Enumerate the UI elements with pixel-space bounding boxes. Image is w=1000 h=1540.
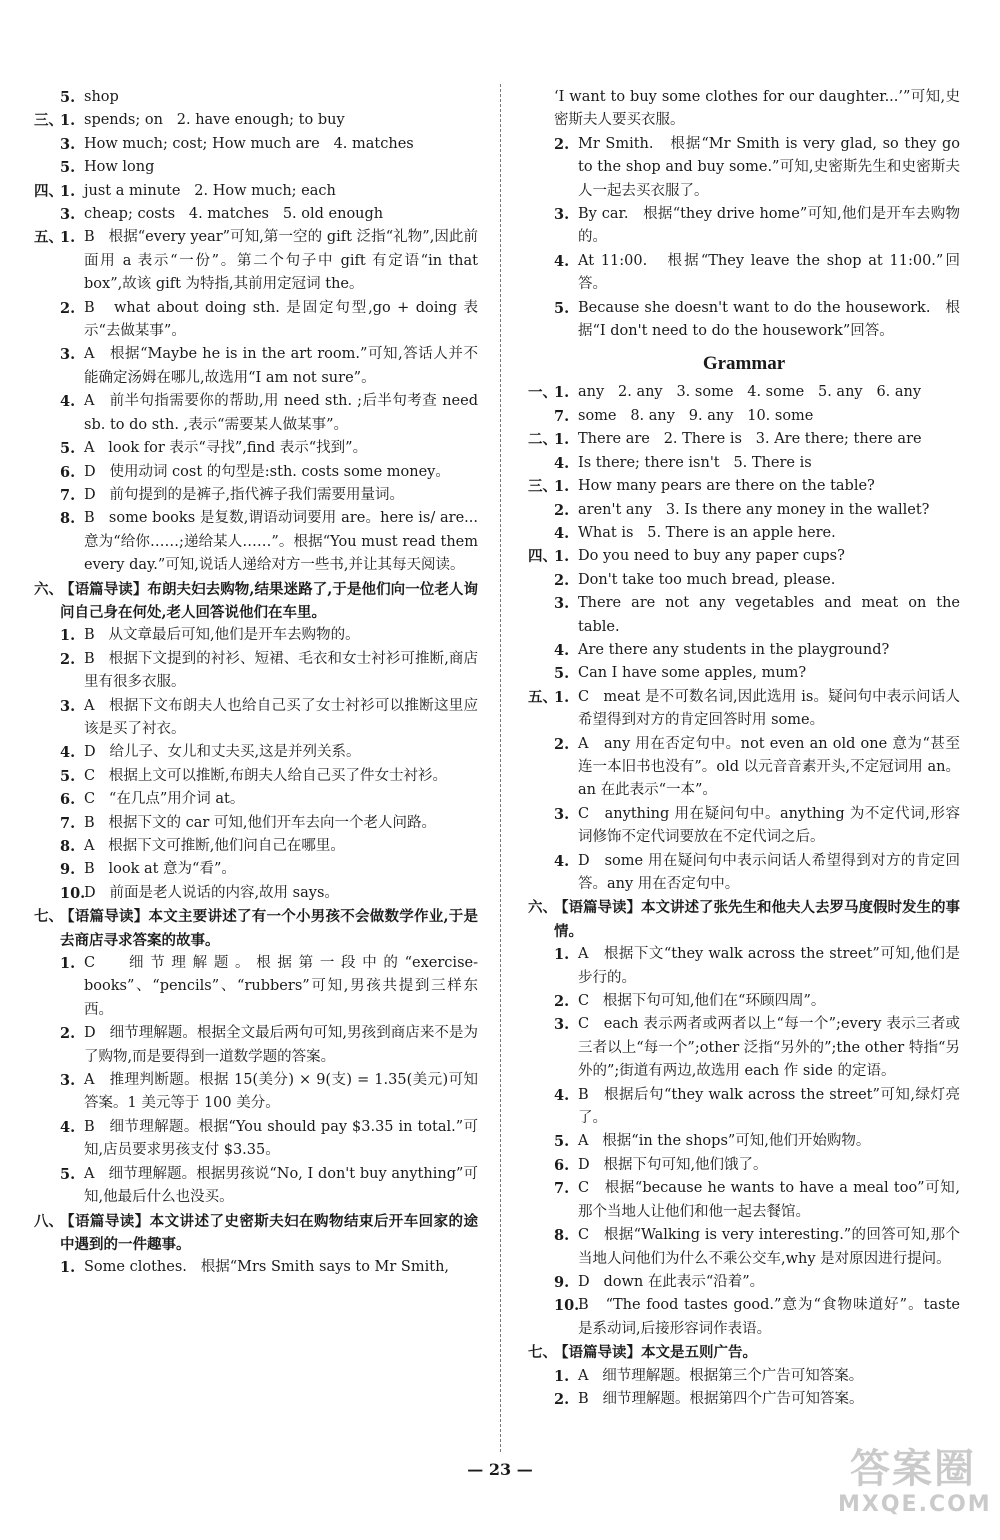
question-number: 1.	[60, 955, 76, 973]
question-number: 3.	[60, 697, 76, 715]
question-number: 3.	[554, 595, 570, 613]
answer-text: By car. 根据“they drive home”可知,他们是开车去购物的。	[578, 206, 960, 246]
answer-line	[528, 1388, 960, 1411]
question-number: 3.	[554, 1016, 570, 1034]
question-number: 4.	[60, 744, 76, 762]
section-number: 五、	[34, 229, 63, 247]
answer-text: What is 5. There is an apple here.	[578, 524, 836, 541]
page-number: — 23 —	[467, 1460, 533, 1479]
answer-line	[528, 250, 960, 297]
answer-text: D 前句提到的是裤子,指代裤子我们需要用量词。	[84, 486, 405, 503]
answer-text: D 使用动词 cost 的句型是:sth. costs some money。	[84, 463, 450, 480]
answer-line	[528, 297, 960, 344]
answer-text: C meat 是不可数名词,因此选用 is。疑问句中表示问话人希望得到对方的肯定回答时用 some。	[578, 688, 960, 729]
question-number: 9.	[60, 861, 76, 879]
section-number: 八、	[34, 1212, 63, 1230]
answer-text: A 根据“in the shops”可知,他们开始购物。	[578, 1133, 871, 1150]
question-number: 7.	[554, 1180, 570, 1198]
question-number: 1.	[554, 384, 570, 402]
answer-line	[34, 1163, 478, 1210]
answer-line	[34, 835, 478, 858]
answer-line	[34, 133, 478, 156]
answer-line	[528, 1341, 960, 1364]
answer-text: C 根据“because he wants to have a meal too”可知,那个当地人让他们和他一起去餐馆。	[578, 1180, 960, 1220]
section-number: 六、	[528, 899, 557, 917]
section-number: 五、	[528, 688, 557, 706]
answer-line	[528, 1130, 960, 1153]
answer-text: B 从文章最后可知,他们是开车去购物的。	[84, 627, 360, 644]
question-number: 5.	[554, 665, 570, 683]
question-number: 3.	[554, 805, 570, 823]
answer-line	[528, 850, 960, 897]
question-number: 1.	[554, 1367, 570, 1385]
question-number: 4.	[60, 393, 76, 411]
answer-text: D 给儿子、女儿和丈夫买,这是并列关系。	[84, 744, 361, 761]
answer-text: Don't take too much bread, please.	[578, 571, 836, 588]
answer-line	[528, 1271, 960, 1294]
question-number: 6.	[60, 791, 76, 809]
answer-line	[528, 1154, 960, 1177]
answer-text: There are not any vegetables and meat on the table.	[578, 595, 965, 635]
section-number: 三、	[528, 478, 557, 496]
answer-line	[34, 1116, 478, 1163]
section-number: 六、	[34, 580, 63, 598]
question-number: 3.	[60, 1072, 76, 1090]
question-number: 10.	[554, 1297, 580, 1315]
question-number: 5.	[60, 159, 76, 177]
question-number: 1.	[554, 431, 570, 449]
question-number: 1.	[554, 946, 570, 964]
answer-text: Do you need to buy any paper cups?	[578, 548, 845, 565]
answer-text: D some 用在疑问句中表示问话人希望得到对方的肯定回答。any 用在否定句中。	[578, 852, 960, 892]
answer-text: B 细节理解题。根据第四个广告可知答案。	[578, 1390, 864, 1407]
answer-line	[34, 1210, 478, 1257]
question-number: 2.	[60, 1025, 76, 1043]
answer-text: Because she doesn't want to do the housework. 根据“I don't need to do the housework”回答。	[578, 299, 960, 340]
answer-line	[34, 624, 478, 647]
answer-line	[34, 507, 483, 577]
passage-guide: 【语篇导读】本文主要讲述了有一个小男孩不会做数学作业,于是去商店寻求答案的故事。	[60, 908, 478, 949]
question-number: 2.	[554, 501, 570, 519]
answer-text: some 8. any 9. any 10. some	[578, 407, 814, 424]
answer-line	[34, 390, 483, 437]
answer-line	[34, 226, 483, 296]
question-number: 5.	[60, 440, 76, 458]
right-top-answers	[528, 86, 965, 343]
question-number: 2.	[554, 735, 570, 753]
answer-line	[528, 733, 960, 803]
answer-text: B 根据下文的 car 可知,他们开车去向一个老人问路。	[84, 814, 437, 831]
answer-line	[528, 803, 960, 850]
section-number: 四、	[528, 548, 557, 566]
answer-line	[34, 86, 478, 109]
answer-text: How long	[84, 159, 155, 176]
section-number: 一、	[528, 384, 557, 402]
answer-line	[34, 1022, 478, 1069]
question-number: 3.	[60, 206, 76, 224]
answer-text: There are 2. There is 3. Are there; there are	[578, 431, 922, 448]
answer-line	[34, 156, 478, 179]
section-number: 七、	[34, 908, 63, 926]
answer-text: B what about doing sth. 是固定句型,go + doing 表示“去做某事”。	[84, 299, 478, 340]
answer-line	[34, 788, 478, 811]
answer-text: C “在几点”用介词 at。	[84, 791, 245, 808]
answer-line	[34, 741, 478, 764]
answer-text: How many pears are there on the table?	[578, 478, 875, 495]
answer-line	[528, 1365, 960, 1388]
answer-text: B 根据“every year”可知,第一空的 gift 泛指“礼物”,因此前面用 a 表示“一份”。第二个句子中 gift 有定语“in that box”,故该 gift 为特指,其前用定冠词 the。	[84, 229, 483, 293]
answer-line	[528, 86, 960, 133]
answer-line	[34, 484, 478, 507]
answer-text: At 11:00. 根据“They leave the shop at 11:00.”回答。	[578, 252, 960, 293]
question-number: 1.	[554, 688, 570, 706]
section-number: 二、	[528, 431, 557, 449]
answer-text: D down 在此表示“沿着”。	[578, 1273, 765, 1290]
answer-line	[528, 592, 965, 639]
question-number: 5.	[60, 1165, 76, 1183]
answer-text: C 根据下句可知,他们在“环顾四周”。	[578, 993, 826, 1010]
question-number: 1.	[60, 112, 76, 130]
answer-text: D 根据下句可知,他们饿了。	[578, 1156, 768, 1173]
answer-text: shop	[84, 89, 119, 105]
answer-text: D 前面是老人说话的内容,故用 says。	[84, 884, 339, 901]
answer-line	[528, 990, 960, 1013]
answer-line	[34, 437, 478, 460]
question-number: 2.	[554, 993, 570, 1011]
question-number: 2.	[554, 1390, 570, 1408]
answer-text: B 根据下文提到的衬衫、短裙、毛衣和女士衬衫可推断,商店里有很多衣服。	[84, 650, 478, 691]
answer-line	[528, 203, 960, 250]
column-divider	[500, 84, 501, 1452]
grammar-answers	[528, 381, 965, 1411]
answer-text: A 根据下文布朗夫人也给自己买了女士衬衫可以推断这里应该是买了衬衣。	[84, 697, 478, 737]
section-heading-grammar: Grammar	[702, 353, 786, 375]
question-number: 5.	[554, 299, 570, 317]
answer-line	[528, 686, 960, 733]
answer-line	[34, 765, 478, 788]
answer-text: B 细节理解题。根据“You should pay $3.35 in total.”可知,店员要求男孩支付 $3.35。	[84, 1118, 478, 1159]
answer-text: A look for 表示“寻找”,find 表示“找到”。	[84, 440, 368, 457]
left-column	[34, 86, 483, 1280]
question-number: 1.	[60, 627, 76, 645]
question-number: 4.	[554, 524, 570, 542]
answer-line	[528, 545, 960, 568]
answer-text: C 细节理解题。根据第一段中的“exercise-books”、“pencils”、“rubbers”可知,男孩共提到三样东西。	[84, 955, 478, 1018]
question-number: 3.	[60, 135, 76, 153]
answer-text: A 推理判断题。根据 15(美分) × 9(支) = 1.35(美元)可知答案。1 美元等于 100 美分。	[84, 1072, 478, 1112]
answer-line	[528, 1084, 960, 1131]
watermark-text: 答案圈	[850, 1446, 976, 1492]
answer-line	[34, 905, 478, 952]
answer-text: Are there any students in the playground?	[578, 641, 890, 658]
answer-line	[34, 695, 478, 742]
answer-text: A 前半句指需要你的帮助,用 need sth. ;后半句考查 need sb. to do sth. ,表示“需要某人做某事”。	[84, 393, 483, 433]
answer-text: D 细节理解题。根据全文最后两句可知,男孩到商店来不是为了购物,而是要得到一道数学题的答案。	[84, 1025, 478, 1065]
question-number: 8.	[60, 838, 76, 855]
question-number: 4.	[60, 1118, 76, 1136]
answer-text: Can I have some apples, mum?	[578, 665, 807, 682]
answer-line	[528, 522, 960, 545]
answer-text: Some clothes. 根据“Mrs Smith says to Mr Smith,	[84, 1259, 450, 1276]
section-number: 七、	[528, 1344, 557, 1362]
answer-line	[34, 812, 478, 835]
answer-text: A 细节理解题。根据男孩说“No, I don't buy anything”可知,他最后什么也没买。	[84, 1165, 478, 1206]
question-number: 8.	[60, 510, 76, 528]
question-number: 9.	[554, 1273, 570, 1291]
answer-text: A 根据下文“they walk across the street”可知,他们是步行的。	[578, 946, 960, 986]
answer-text: ‘I want to buy some clothes for our daughter...’”可知,史密斯夫人要买衣服。	[554, 89, 960, 129]
answer-text: spends; on 2. have enough; to buy	[84, 112, 345, 129]
answer-line	[528, 381, 960, 404]
answer-line	[528, 475, 960, 498]
section-number: 三、	[34, 112, 63, 130]
question-number: 6.	[554, 1156, 570, 1174]
answer-text: C anything 用在疑问句中。anything 为不定代词,形容词修饰不定代词要放在不定代词之后。	[578, 805, 960, 846]
answer-text: A 根据下文可推断,他们问自己在哪里。	[84, 838, 345, 854]
watermark-logo	[838, 1446, 992, 1526]
question-number: 5.	[554, 1133, 570, 1151]
answer-text: B some books 是复数,谓语动词要用 are。here is/ are... 意为“给你……;递给某人……”。根据“You must read them every day.”可知,说话人递给对方一些书,并让其每天阅读。	[84, 510, 483, 574]
answer-text: any 2. any 3. some 4. some 5. any 6. any	[578, 384, 922, 401]
answer-line	[528, 133, 965, 203]
question-number: 7.	[554, 407, 570, 425]
question-number: 3.	[554, 206, 570, 224]
question-number: 5.	[60, 89, 76, 106]
answer-line	[528, 1177, 960, 1224]
answer-line	[34, 648, 478, 695]
passage-guide: 【语篇导读】本文讲述了张先生和他夫人去罗马度假时发生的事情。	[554, 899, 960, 940]
question-number: 8.	[554, 1227, 570, 1245]
answer-text: A 细节理解题。根据第三个广告可知答案。	[578, 1367, 864, 1384]
answer-line	[34, 343, 478, 390]
answer-line	[528, 452, 960, 475]
answer-line	[34, 952, 478, 1022]
answer-text: Mr Smith. 根据“Mr Smith is very glad, so they go to the shop and buy some.”可知,史密斯先生和史密斯夫人一起去买衣服了。	[578, 135, 965, 199]
answer-line	[34, 858, 478, 881]
question-number: 5.	[60, 767, 76, 785]
answer-line	[34, 461, 478, 484]
question-number: 7.	[60, 814, 76, 832]
watermark-url: MXQE.COM	[838, 1492, 992, 1517]
answer-line	[528, 499, 960, 522]
question-number: 1.	[554, 548, 570, 566]
answer-text: just a minute 2. How much; each	[84, 182, 336, 199]
passage-guide: 【语篇导读】布朗夫妇去购物,结果迷路了,于是他们向一位老人询问自己身在何处,老人回答说他们在车里。	[60, 580, 478, 621]
question-number: 2.	[60, 650, 76, 668]
answer-line	[528, 1013, 960, 1083]
answer-text: B “The food tastes good.”意为“食物味道好”。taste 是系动词,后接形容词作表语。	[578, 1297, 965, 1337]
question-number: 2.	[60, 299, 76, 317]
question-number: 4.	[554, 252, 570, 270]
answer-line	[34, 180, 478, 203]
question-number: 7.	[60, 486, 76, 504]
answer-line	[528, 569, 960, 592]
answer-line	[528, 662, 960, 685]
question-number: 2.	[554, 571, 570, 589]
answer-text: C 根据上文可以推断,布朗夫人给自己买了件女士衬衫。	[84, 767, 448, 784]
answer-line	[34, 578, 478, 625]
question-number: 10.	[60, 884, 86, 902]
question-number: 4.	[554, 641, 570, 659]
answer-text: B look at 意为“看”。	[84, 861, 236, 878]
answer-line	[528, 943, 960, 990]
answer-line	[34, 1256, 478, 1279]
question-number: 1.	[60, 1259, 76, 1277]
question-number: 4.	[554, 1086, 570, 1104]
answer-line	[34, 882, 478, 905]
answer-line	[34, 203, 478, 226]
answer-line	[528, 428, 960, 451]
answer-line	[34, 109, 478, 132]
answer-text: How much; cost; How much are 4. matches	[84, 135, 414, 152]
answer-line	[528, 896, 960, 943]
answer-text: A any 用在否定句中。not even an old one 意为“甚至连一本旧书也没有”。old 以元音音素开头,不定冠词用 an。an 在此表示“一本”。	[578, 735, 960, 799]
question-number: 3.	[60, 346, 76, 364]
answer-line	[528, 405, 960, 428]
answer-text: A 根据“Maybe he is in the art room.”可知,答话人并不能确定汤姆在哪儿,故选用“I am not sure”。	[84, 346, 478, 386]
passage-guide: 【语篇导读】本文讲述了史密斯夫妇在购物结束后开车回家的途中遇到的一件趣事。	[60, 1212, 478, 1253]
answer-line	[528, 639, 960, 662]
answer-line	[528, 1224, 960, 1271]
answer-text: cheap; costs 4. matches 5. old enough	[84, 206, 384, 223]
passage-guide: 【语篇导读】本文是五则广告。	[554, 1344, 757, 1362]
answer-text: Is there; there isn't 5. There is	[578, 454, 812, 471]
question-number: 1.	[554, 478, 570, 496]
question-number: 1.	[60, 229, 76, 247]
question-number: 1.	[60, 182, 76, 200]
section-number: 四、	[34, 182, 63, 200]
answer-line	[528, 1294, 965, 1341]
answer-text: C 根据“Walking is very interesting.”的回答可知,那个当地人问他们为什么不乘公交车,why 是对原因进行提问。	[578, 1227, 960, 1267]
right-column	[528, 86, 965, 1411]
answer-text: B 根据后句“they walk across the street”可知,绿灯亮了。	[578, 1086, 960, 1127]
answer-text: aren't any 3. Is there any money in the wallet?	[578, 501, 930, 518]
question-number: 2.	[554, 135, 570, 153]
answer-text: C each 表示两者或两者以上“每一个”;every 表示三者或三者以上“每一个”;other 泛指“另外的”;the other 特指“另外的”;街道有两边,故选用 each 作 side 的定语。	[578, 1016, 960, 1080]
answer-line	[34, 297, 478, 344]
question-number: 4.	[554, 454, 570, 472]
question-number: 6.	[60, 463, 76, 481]
question-number: 4.	[554, 852, 570, 870]
answer-line	[34, 1069, 478, 1116]
